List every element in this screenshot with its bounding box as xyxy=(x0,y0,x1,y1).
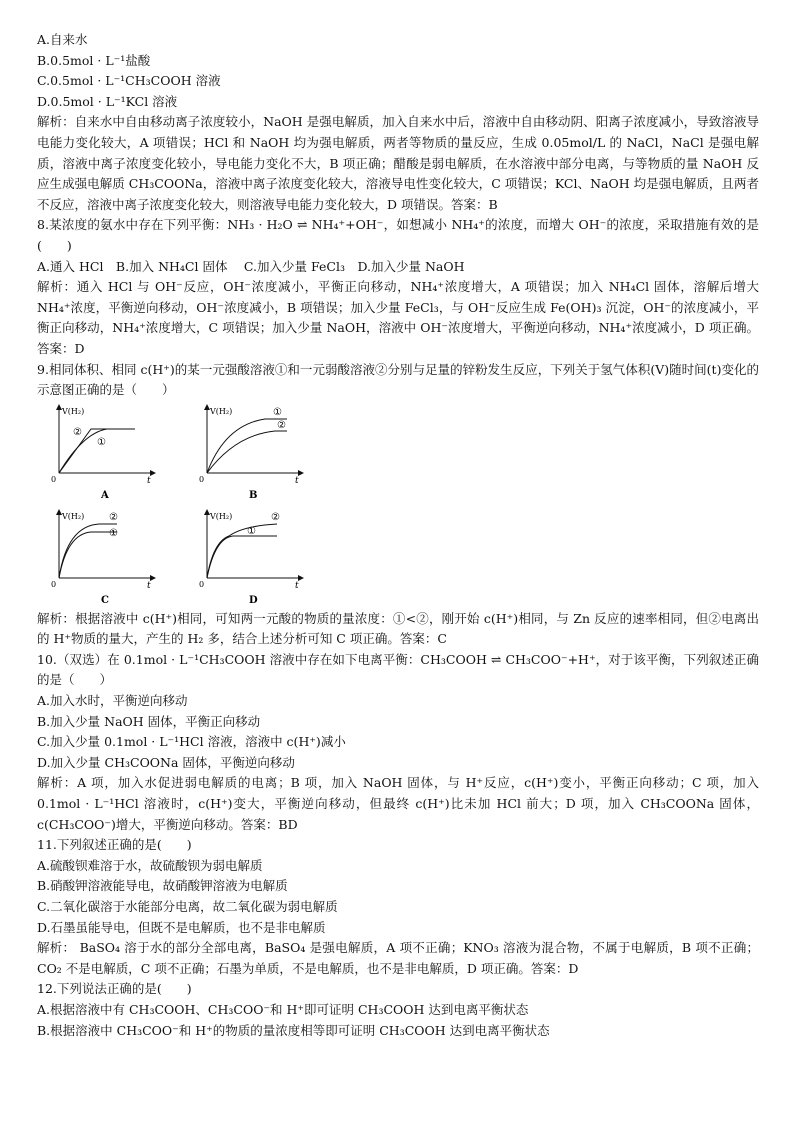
q7-option-c: C.0.5mol · L⁻¹CH₃COOH 溶液 xyxy=(37,73,221,89)
graph-c-label-2: ② xyxy=(109,511,118,523)
q10-option-d: D.加入少量 CH₃COONa 固体，平衡逆向移动 xyxy=(37,754,295,770)
graph-b-xlabel: t xyxy=(295,475,299,486)
q11-option-b: B.硝酸钾溶液能导电，故硝酸钾溶液为电解质 xyxy=(37,878,288,894)
graph-d-xlabel: t xyxy=(295,580,299,591)
graph-d-label-2: ② xyxy=(271,511,280,523)
graph-a-label-1: ① xyxy=(97,436,106,448)
graph-c-origin: 0 xyxy=(51,579,57,589)
q7-option-b: B.0.5mol · L⁻¹盐酸 xyxy=(37,52,151,68)
q11-stem: 11.下列叙述正确的是( ) xyxy=(37,837,192,853)
graph-d-curve-2 xyxy=(207,524,277,578)
q7-option-a: A.自来水 xyxy=(37,32,88,47)
graph-b-caption: B xyxy=(249,489,258,501)
q8-options: A.通入 HCl B.加入 NH₄Cl 固体 C.加入少量 FeCl₃ D.加入少量 NaOH xyxy=(37,258,465,274)
graph-b-label-1: ① xyxy=(273,406,282,418)
graph-d-curve-1 xyxy=(207,536,277,578)
q11-option-c: C.二氧化碳溶于水能部分电离，故二氧化碳为弱电解质 xyxy=(37,899,338,914)
graph-a xyxy=(47,403,167,503)
graph-b-label-2: ② xyxy=(277,419,286,431)
graph-d-label-1: ① xyxy=(247,525,256,537)
graph-d-origin: 0 xyxy=(199,579,205,589)
q10-stem: 10.（双选）在 0.1mol · L⁻¹CH₃COOH 溶液中存在如下电离平衡：CH₃COOH ⇌ CH₃COO⁻+H⁺，对于该平衡，下列叙述正确的是（ ） xyxy=(37,651,759,688)
graph-d xyxy=(195,508,315,608)
graph-c-caption: C xyxy=(101,594,109,606)
q11-option-d: D.石墨虽能导电，但既不是电解质，也不是非电解质 xyxy=(37,919,326,935)
q10-option-b: B.加入少量 NaOH 固体，平衡正向移动 xyxy=(37,713,261,729)
graph-c-ylabel: V(H₂) xyxy=(62,511,85,521)
graph-b-origin: 0 xyxy=(199,474,205,484)
document-page xyxy=(37,30,759,1041)
graph-c xyxy=(47,508,167,608)
q10-analysis: 解析：A 项，加入水促进弱电解质的电离；B 项，加入 NaOH 固体，与 H⁺反应，c(H⁺)变小，平衡正向移动；C 项，加入 0.1mol · L⁻¹HCl 溶液时，c(H⁺)变大，平衡逆向移动，但最终 c(H⁺)比未加 HCl 前大；D 项，加入 CH₃COONa 固体，c(CH₃COO⁻)增大，平衡逆向移动。答案：BD xyxy=(37,775,759,832)
q7-option-d: D.0.5mol · L⁻¹KCl 溶液 xyxy=(37,93,178,109)
graph-c-label-1: ① xyxy=(109,527,118,539)
q10-option-a: A.加入水时，平衡逆向移动 xyxy=(37,693,188,709)
graph-a-label-2: ② xyxy=(73,426,82,438)
graph-a-curve-1 xyxy=(59,426,135,473)
graph-a-xlabel: t xyxy=(147,475,151,486)
q9-analysis: 解析：根据溶液中 c(H⁺)相同，可知两一元酸的物质的量浓度：①<②，刚开始 c(H⁺)相同，与 Zn 反应的速率相同，但②电离出的 H⁺物质的量大，产生的 H₂ 多，结合上述分析可知 C 项正确。答案：C xyxy=(37,610,759,647)
graph-b-curve-2 xyxy=(207,431,287,473)
graph-b xyxy=(195,403,315,503)
graph-a-origin: 0 xyxy=(51,474,57,484)
q9-graphs xyxy=(37,403,759,606)
q9-stem: 9.相同体积、相同 c(H⁺)的某一元强酸溶液①和一元弱酸溶液②分别与足量的锌粉发生反应，下列关于氢气体积(V)随时间(t)变化的示意图正确的是（ ） xyxy=(37,361,759,398)
graph-c-xlabel: t xyxy=(147,580,151,591)
graph-d-caption: D xyxy=(249,594,258,606)
graph-d-ylabel: V(H₂) xyxy=(210,511,233,521)
graph-b-curve-1 xyxy=(207,419,287,473)
q12-stem: 12.下列说法正确的是( ) xyxy=(37,981,192,997)
q10-option-c: C.加入少量 0.1mol · L⁻¹HCl 溶液，溶液中 c(H⁺)减小 xyxy=(37,734,346,750)
q11-option-a: A.硫酸钡难溶于水，故硫酸钡为弱电解质 xyxy=(37,857,263,873)
graph-b-ylabel: V(H₂) xyxy=(210,406,233,416)
q11-analysis: 解析： BaSO₄ 溶于水的部分全部电离，BaSO₄ 是强电解质，A 项不正确；KNO₃ 溶液为混合物，不属于电解质，B 项不正确；CO₂ 不是电解质，C 项不正确；石墨为单质，不是电解质，也不是非电解质，D 项正确。答案：D xyxy=(37,940,759,976)
graph-a-caption: A xyxy=(101,489,109,501)
q7-analysis: 解析：自来水中自由移动离子浓度较小，NaOH 是强电解质，加入自来水中后，溶液中自由移动阴、阳离子浓度减小，导致溶液导电能力变化较大，A 项错误；HCl 和 NaOH 均为强电解质，两者等物质的量反应，生成 0.05mol/L 的 NaCl，NaCl 是强电解质，溶液中离子浓度变化较小，导电能力变化不大，B 项正确；醋酸是弱电解质，在水溶液中部分电离，与等物质的量 NaOH 反应生成强电解质 CH₃COONa，溶液中离子浓度变化较大，溶液导电性变化较大，C 项错误；KCl、NaOH 均是强电解质，且两者不反应，溶液中离子浓度变化较大，则溶液导电能力变化较大，D 项错误。答案：B xyxy=(37,114,759,212)
graph-a-ylabel: V(H₂) xyxy=(62,406,85,416)
q8-analysis: 解析：通入 HCl 与 OH⁻反应，OH⁻浓度减小，平衡正向移动，NH₄⁺浓度增大，A 项错误；加入 NH₄Cl 固体，溶解后增大 NH₄⁺浓度，平衡逆向移动，OH⁻浓度减小，B 项错误；加入少量 FeCl₃，与 OH⁻反应生成 Fe(OH)₃ 沉淀，OH⁻的浓度减小，平衡正向移动，NH₄⁺浓度增大，C 项错误；加入少量 NaOH，溶液中 OH⁻浓度增大，平衡逆向移动，NH₄⁺浓度减小，D 项正确。答案：D xyxy=(37,279,759,356)
q8-stem: 8.某浓度的氨水中存在下列平衡：NH₃ · H₂O ⇌ NH₄⁺+OH⁻，如想减小 NH₄⁺的浓度，而增大 OH⁻的浓度，采取措施有效的是( ) xyxy=(37,217,759,253)
q12-option-b: B.根据溶液中 CH₃COO⁻和 H⁺的物质的量浓度相等即可证明 CH₃COOH 达到电离平衡状态 xyxy=(37,1022,550,1038)
q12-option-a: A.根据溶液中有 CH₃COOH、CH₃COO⁻和 H⁺即可证明 CH₃COOH 达到电离平衡状态 xyxy=(37,1001,529,1017)
graph-a-curve-2 xyxy=(59,426,135,473)
